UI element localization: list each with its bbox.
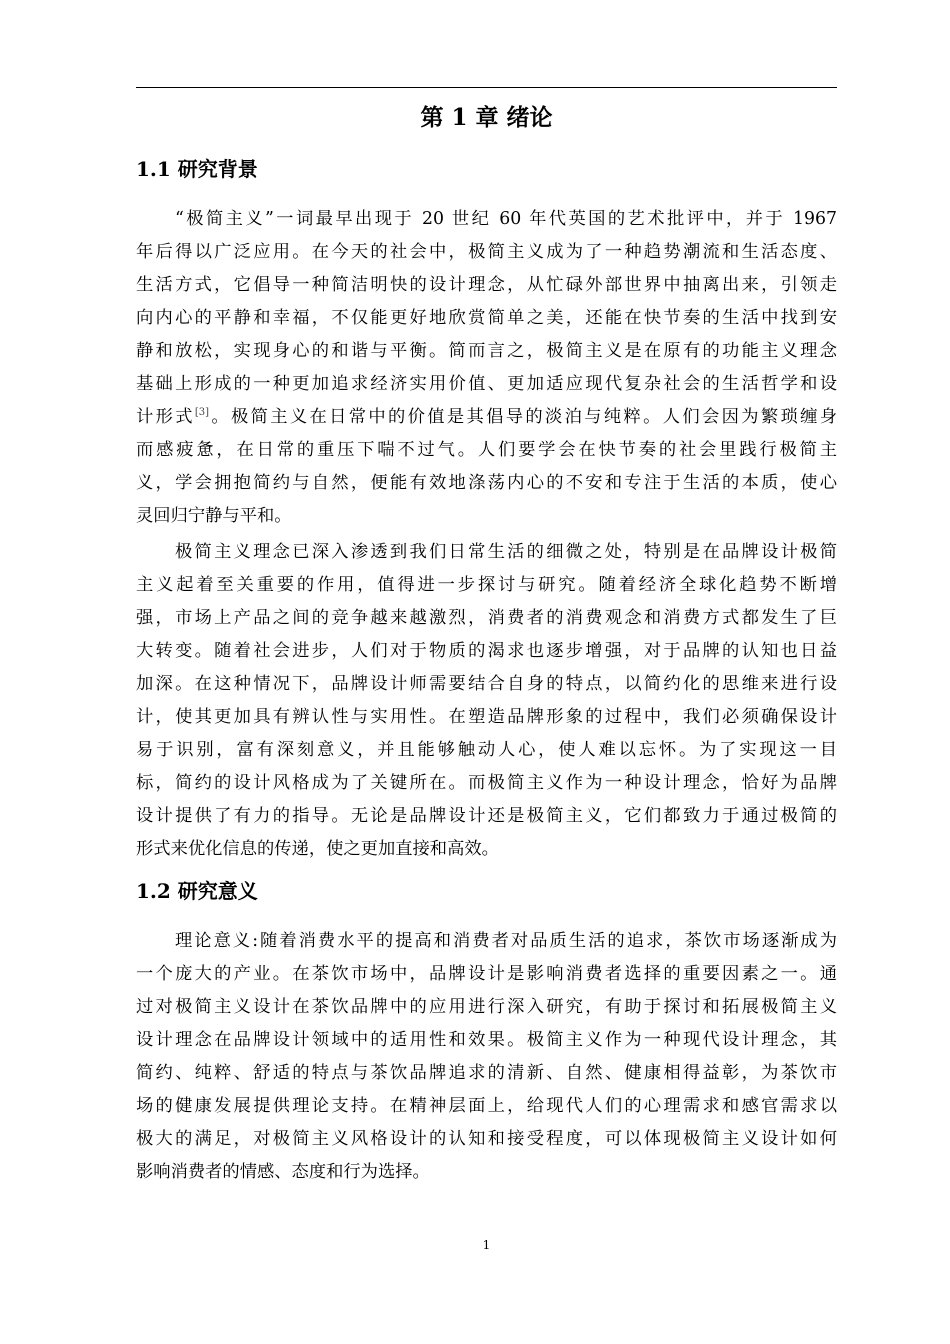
text-line: 极大的满足，对极简主义风格设计的认知和接受程度，可以体现极简主义设计如何 xyxy=(136,1129,837,1149)
text-line: 向内心的平静和幸福，不仅能更好地欣赏简单之美，还能在快节奏的生活中找到安 xyxy=(136,308,837,328)
header-rule xyxy=(136,87,837,88)
page-number: 1 xyxy=(482,1238,491,1252)
paragraph-1-1-2 xyxy=(136,536,837,866)
paragraph-1-2-1 xyxy=(136,925,837,1189)
text-line: 简约、纯粹、舒适的特点与茶饮品牌追求的清新、自然、健康相得益彰，为茶饮市 xyxy=(136,1063,837,1083)
text-segment: 。极简主义在日常中的价值是其倡导的淡泊与纯粹。人们会因为繁琐缠身 xyxy=(209,407,837,427)
text-line: 而感疲惫，在日常的重压下喘不过气。人们要学会在快节奏的社会里践行极简主 xyxy=(136,440,837,460)
text-line: 影响消费者的情感、态度和行为选择。 xyxy=(136,1162,430,1182)
text-line: 极简主义理念已深入渗透到我们日常生活的细微之处，特别是在品牌设计极简 xyxy=(175,542,837,562)
text-line: 强，市场上产品之间的竞争越来越激烈，消费者的消费观念和消费方式都发生了巨 xyxy=(136,608,837,628)
text-line: 形式来优化信息的传递，使之更加直接和高效。 xyxy=(136,839,499,859)
text-line: 灵回归宁静与平和。 xyxy=(136,506,292,526)
text-line: 标，简约的设计风格成为了关键所在。而极简主义作为一种设计理念，恰好为品牌 xyxy=(136,773,837,793)
text-line: 加深。在这种情况下，品牌设计师需要结合自身的特点，以简约化的思维来进行设 xyxy=(136,674,837,694)
text-line: 过对极简主义设计在茶饮品牌中的应用进行深入研究，有助于探讨和拓展极简主义 xyxy=(136,997,837,1017)
text-line: 大转变。随着社会进步，人们对于物质的渴求也逐步增强，对于品牌的认知也日益 xyxy=(136,641,837,661)
text-line: 义，学会拥抱简约与自然，便能有效地涤荡内心的不安和专注于生活的本质，使心 xyxy=(136,473,837,493)
text-line: 设计提供了有力的指导。无论是品牌设计还是极简主义，它们都致力于通过极简的 xyxy=(136,806,837,826)
text-line: 计，使其更加具有辨认性与实用性。在塑造品牌形象的过程中，我们必须确保设计 xyxy=(136,707,837,727)
section-title-1-2: 1.2 研究意义 xyxy=(136,879,258,903)
text-line: 静和放松，实现身心的和谐与平衡。简而言之，极简主义是在原有的功能主义理念 xyxy=(136,341,837,361)
text-line: 主义起着至关重要的作用，值得进一步探讨与研究。随着经济全球化趋势不断增 xyxy=(136,575,837,595)
text-line: 场的健康发展提供理论支持。在精神层面上，给现代人们的心理需求和感官需求以 xyxy=(136,1096,837,1116)
section-title-1-1: 1.1 研究背景 xyxy=(136,157,258,181)
text-line: “极简主义”一词最早出现于 20 世纪 60 年代英国的艺术批评中，并于 1967 xyxy=(175,209,837,229)
text-line: 理论意义:随着消费水平的提高和消费者对品质生活的追求，茶饮市场逐渐成为 xyxy=(175,931,837,951)
text-line: 设计理念在品牌设计领域中的适用性和效果。极简主义作为一种现代设计理念，其 xyxy=(136,1030,837,1050)
citation-ref[interactable]: [3] xyxy=(194,407,210,419)
text-line: 年后得以广泛应用。在今天的社会中，极简主义成为了一种趋势潮流和生活态度、 xyxy=(136,242,837,262)
paragraph-1-1-1 xyxy=(136,203,837,533)
text-line: 易于识别，富有深刻意义，并且能够触动人心，使人难以忘怀。为了实现这一目 xyxy=(136,740,837,760)
text-line: 生活方式，它倡导一种简洁明快的设计理念，从忙碌外部世界中抽离出来，引领走 xyxy=(136,275,837,295)
text-segment: 计形式 xyxy=(136,407,195,427)
chapter-title: 第 1 章 绪论 xyxy=(420,104,553,131)
text-line-with-citation xyxy=(136,401,837,434)
text-line: 基础上形成的一种更加追求经济实用价值、更加适应现代复杂社会的生活哲学和设 xyxy=(136,374,837,394)
text-line: 一个庞大的产业。在茶饮市场中，品牌设计是影响消费者选择的重要因素之一。通 xyxy=(136,964,837,984)
